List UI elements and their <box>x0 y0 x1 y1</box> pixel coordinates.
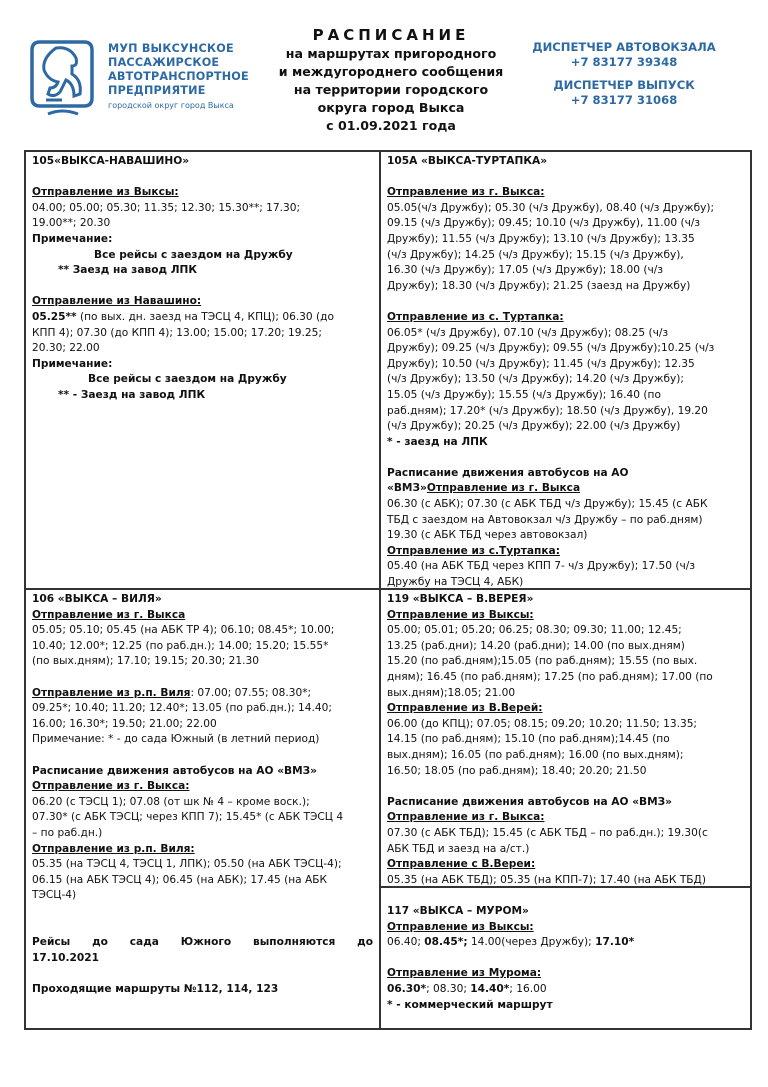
times-line <box>32 310 373 326</box>
times-line: 05.35 (на ТЭСЦ 4, ТЭСЦ 1, ЛПК); 05.50 (на АБК ТЭСЦ-4); <box>32 858 342 871</box>
vmz-heading: Расписание движения автобусов на АО «ВМЗ» <box>32 764 318 777</box>
dispatcher-contacts <box>518 40 730 108</box>
departure-heading: Отправление из Выксы: <box>387 920 534 933</box>
times-bold: 17.10* <box>595 936 635 949</box>
times-line: 06.00 (до КПЦ); 07.05; 08.15; 09.20; 10.20; 11.50; 13.35; <box>387 717 698 730</box>
times-line: Дружбу на ТЭСЦ 4, АБК) <box>387 576 524 589</box>
title-line: на маршрутах пригородного <box>285 46 497 61</box>
times-line <box>387 982 744 998</box>
route-105-cell <box>24 150 381 590</box>
times-line: раб.дням); 17.20* (ч/з Дружбу); 18.50 (ч/з Дружбу), 19.20 <box>387 404 708 417</box>
times-line: – по раб.дн.) <box>32 826 103 839</box>
times-line: 15.20 (по раб.дням);15.05 (по раб.дням); 15.55 (по вых. <box>387 655 698 668</box>
horse-logo-icon <box>26 36 98 122</box>
departure-heading: Отправление из р.п. Виля <box>32 686 191 699</box>
departure-heading: Отправление из р.п. Виля: <box>32 842 195 855</box>
times-text: 14.00(через Дружбу); <box>467 936 596 949</box>
note-line: * - заезд на ЛПК <box>387 435 488 448</box>
org-line: ПРЕДПРИЯТИЕ <box>108 84 206 97</box>
times-line: 06.30 (с АБК); 07.30 (с АБК ТБД ч/з Дружбу); 15.45 (с АБК <box>387 498 708 511</box>
route-117-cell <box>379 886 752 1030</box>
note-line: Примечание: * - до сада Южный (в летний период) <box>32 733 320 746</box>
times-line: 09.25*; 10.40; 11.20; 12.40*; 13.05 (по раб.дн.); 14.40; <box>32 702 332 715</box>
times-text: : 07.00; 07.55; 08.30*; <box>190 686 312 699</box>
departure-heading: Отправление из г. Выкса <box>32 608 186 621</box>
times-line: Дружбу); 10.50 (ч/з Дружбу); 11.45 (ч/з Дружбу); 12.35 <box>387 357 695 370</box>
departure-heading: Отправление из г. Выкса <box>426 482 581 495</box>
season-note: Рейсы до сада Южного выполняются до <box>32 936 373 949</box>
dispatcher-release-phone[interactable]: +7 83177 31068 <box>570 93 678 107</box>
departure-heading: Отправление из г. Выкса: <box>387 811 545 824</box>
times-line: 16.00; 16.30*; 19.50; 21.00; 22.00 <box>32 717 217 730</box>
times-bold: 05.25** <box>32 310 77 323</box>
departure-heading: Отправление из г. Выкса: <box>387 186 545 199</box>
departure-heading: Отправление из г. Выкса: <box>32 780 190 793</box>
vmz-label: «ВМЗ» <box>387 482 427 495</box>
note-heading: Примечание: <box>32 357 113 370</box>
org-line: АВТОТРАНСПОРТНОЕ <box>108 70 249 83</box>
org-subtitle: городской округ город Выкса <box>108 101 234 110</box>
times-line <box>387 935 744 951</box>
note-line: Все рейсы с заездом на Дружбу <box>94 248 293 261</box>
times-line: 16.50; 18.05 (по раб.дням); 18.40; 20.20; 21.50 <box>387 764 647 777</box>
org-line: ПАССАЖИРСКОЕ <box>108 56 220 69</box>
times-line: 05.05; 05.10; 05.45 (на АБК ТР 4); 06.10; 08.45*; 10.00; <box>32 624 335 637</box>
times-line: 04.00; 05.00; 05.30; 11.35; 12.30; 15.30**; 17.30; <box>32 201 301 214</box>
departure-heading: Отправление из Навашино: <box>32 295 202 308</box>
times-bold: 06.30* <box>387 982 427 995</box>
departure-heading: Отправление из В.Верей: <box>387 702 543 715</box>
times-line: 06.20 (с ТЭСЦ 1); 07.08 (от шк № 4 – кроме воск.); <box>32 795 310 808</box>
times-line: 06.05* (ч/з Дружбу), 07.10 (ч/з Дружбу); 08.25 (ч/з <box>387 326 669 339</box>
times-line: 20.30; 22.00 <box>32 342 100 355</box>
departure-heading: Отправление из с.Туртапка: <box>387 544 560 557</box>
times-text: ; 08.30; <box>426 982 471 995</box>
times-line: 15.05 (ч/з Дружбу); 15.55 (ч/з Дружбу); 16.40 (по <box>387 388 661 401</box>
times-line: 14.15 (по раб.дням); 15.10 (по раб.дням);14.45 (по <box>387 733 670 746</box>
departure-heading: Отправление из с. Туртапка: <box>387 310 564 323</box>
times-line: 19.00**; 20.30 <box>32 217 111 230</box>
times-line: 05.35 (на АБК ТБД); 05.35 (на КПП-7); 17.40 (на АБК ТБД) <box>387 873 706 886</box>
times-line: 13.25 (раб.дни); 14.20 (раб.дни); 14.00 (по вых.дням) <box>387 639 685 652</box>
passing-routes: Проходящие маршруты №112, 114, 123 <box>32 982 279 995</box>
route-title: 105«ВЫКСА-НАВАШИНО» <box>32 155 190 167</box>
departure-heading: Отправление из Выксы: <box>32 186 179 199</box>
times-line: (ч/з Дружбу); 20.25 (ч/з Дружбу); 22.00 (ч/з Дружбу) <box>387 420 681 433</box>
title-line: с 01.09.2021 года <box>326 118 456 133</box>
times-text: 06.40; <box>387 936 425 949</box>
times-line: (по вых.дням); 17.10; 19.15; 20.30; 21.30 <box>32 655 259 668</box>
times-line: ТЭСЦ-4) <box>32 889 77 902</box>
times-bold: 08.45*; <box>424 936 468 949</box>
route-title: 117 «ВЫКСА – МУРОМ» <box>387 905 529 917</box>
times-line: 05.40 (на АБК ТБД через КПП 7- ч/з Дружбу); 17.50 (ч/з <box>387 560 695 573</box>
times-line: 10.40; 12.00*; 12.25 (по раб.дн.); 14.00; 15.20; 15.55* <box>32 639 329 652</box>
times-line: ТБД с заездом на Автовокзал ч/з Дружбу – по раб.дням) <box>387 513 703 526</box>
route-106-cell <box>24 588 381 1030</box>
times-line: 19.30 (с АБК ТБД через автовокзал) <box>387 529 588 542</box>
route-title: 105А «ВЫКСА-ТУРТАПКА» <box>387 155 548 167</box>
organization-name <box>108 42 258 112</box>
times-line: Дружбу); 11.55 (ч/з Дружбу); 13.10 (ч/з Дружбу); 13.35 <box>387 232 695 245</box>
dispatcher-release-title: ДИСПЕТЧЕР ВЫПУСК <box>553 78 695 92</box>
times-line: вых.дням);18.05; 21.00 <box>387 686 516 699</box>
times-line: (ч/з Дружбу); 14.25 (ч/з Дружбу); 15.15 (ч/з Дружбу), <box>387 248 684 261</box>
note-line: ** Заезд на завод ЛПК <box>58 264 198 277</box>
times-line: 05.05(ч/з Дружбу); 05.30 (ч/з Дружбу), 08.40 (ч/з Дружбу); <box>387 201 715 214</box>
route-title: 119 «ВЫКСА – В.ВЕРЕЯ» <box>387 593 534 605</box>
route-title: 106 «ВЫКСА – ВИЛЯ» <box>32 593 162 605</box>
times-line: (ч/з Дружбу); 13.50 (ч/з Дружбу); 14.20 (ч/з Дружбу); <box>387 373 684 386</box>
times-line: Дружбу); 09.25 (ч/з Дружбу); 09.55 (ч/з Дружбу);10.25 (ч/з <box>387 342 715 355</box>
times-line: 06.15 (на АБК ТЭСЦ 4); 06.45 (на АБК); 17.45 (на АБК <box>32 873 328 886</box>
note-line: * - коммерческий маршрут <box>387 998 553 1011</box>
times-line: Дружбу); 18.30 (ч/з Дружбу); 21.25 (заезд на Дружбу) <box>387 279 691 292</box>
times-line: дням); 16.45 (по раб.дням); 17.25 (по раб.дням); 17.00 (по <box>387 670 713 683</box>
vmz-heading: Расписание движения автобусов на АО «ВМЗ» <box>387 795 673 808</box>
times-text: ; 16.00 <box>509 982 547 995</box>
times-line: КПП 4); 07.30 (до КПП 4); 13.00; 15.00; 17.20; 19.25; <box>32 326 322 339</box>
times-text: (по вых. дн. заезд на ТЭСЦ 4, КПЦ); 06.30 (до <box>76 310 334 323</box>
title-main: РАСПИСАНИЕ <box>312 26 470 44</box>
dispatcher-station-title: ДИСПЕТЧЕР АВТОВОКЗАЛА <box>532 40 716 54</box>
page-title <box>260 25 522 135</box>
departure-heading: Отправление из Мурома: <box>387 967 542 980</box>
note-line: Все рейсы с заездом на Дружбу <box>88 373 287 386</box>
times-bold: 14.40* <box>470 982 510 995</box>
departure-heading: Отправление из Выксы: <box>387 608 534 621</box>
title-line: на территории городского <box>293 82 489 97</box>
departure-heading: Отправление с В.Вереи: <box>387 858 536 871</box>
title-line: округа город Выкса <box>317 100 465 115</box>
vmz-heading-line <box>387 481 744 497</box>
times-line: вых.дням); 16.05 (по раб.дням); 16.00 (по вых.дням); <box>387 748 684 761</box>
times-line: 16.30 (ч/з Дружбу); 17.05 (ч/з Дружбу); 18.00 (ч/з <box>387 264 663 277</box>
times-line: 09.15 (ч/з Дружбу); 09.45; 10.10 (ч/з Дружбу), 11.00 (ч/з <box>387 217 701 230</box>
note-line: ** - Заезд на завод ЛПК <box>58 388 206 401</box>
times-line: 07.30* (с АБК ТЭСЦ; через КПП 7); 15.45* (с АБК ТЭСЦ 4 <box>32 811 344 824</box>
times-line: 05.00; 05.01; 05.20; 06.25; 08.30; 09.30; 11.00; 12.45; <box>387 624 682 637</box>
times-line: 07.30 (с АБК ТБД); 15.45 (с АБК ТБД – по раб.дн.); 19.30(с <box>387 826 708 839</box>
title-line: и междугороднего сообщения <box>278 64 504 79</box>
times-line <box>32 686 373 702</box>
org-line: МУП ВЫКСУНСКОЕ <box>108 42 234 55</box>
season-note-date: 17.10.2021 <box>32 951 100 964</box>
dispatcher-station-phone[interactable]: +7 83177 39348 <box>570 55 678 69</box>
route-119-cell <box>379 588 752 888</box>
vmz-heading: Расписание движения автобусов на АО <box>387 466 629 479</box>
route-105a-cell <box>379 150 752 590</box>
times-line: АБК ТБД и заезд на а/ст.) <box>387 842 530 855</box>
note-heading: Примечание: <box>32 232 113 245</box>
